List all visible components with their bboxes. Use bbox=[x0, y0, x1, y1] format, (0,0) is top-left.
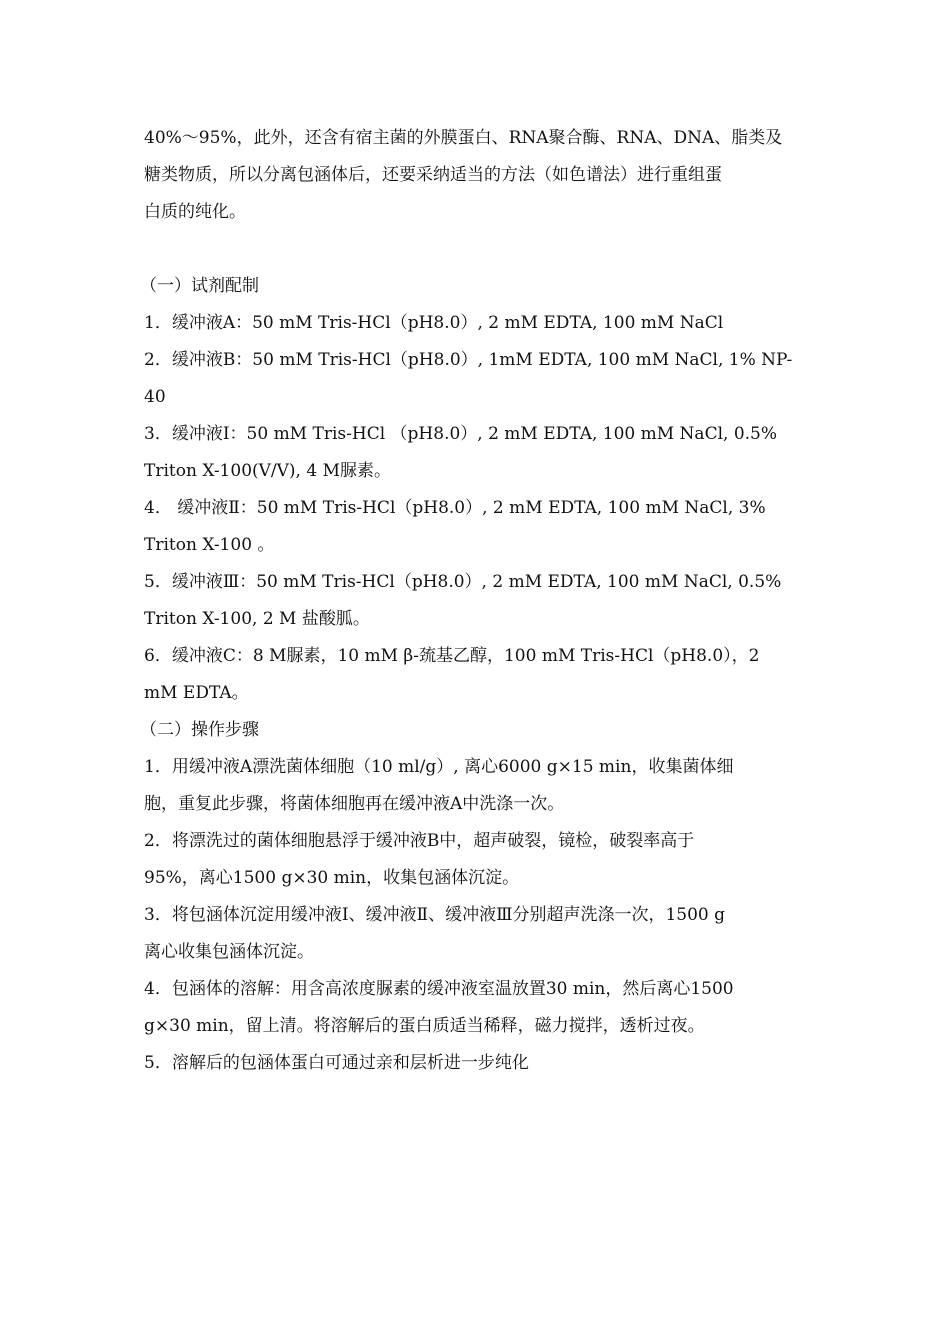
procedure-line: 3．将包涵体沉淀用缓冲液Ⅰ、缓冲液Ⅱ、缓冲液Ⅲ分别超声洗涤一次，1500 g bbox=[144, 905, 726, 925]
reagent-line: Triton X-100(V/V), 4 M脲素。 bbox=[144, 461, 391, 481]
reagent-line: 1．缓冲液A：50 mM Tris-HCl（pH8.0）, 2 mM EDTA, 100 mM NaCl bbox=[144, 313, 724, 333]
reagent-line: 6．缓冲液C：8 M脲素，10 mM β-巯基乙醇，100 mM Tris-HCl（pH8.0），2 bbox=[144, 646, 760, 666]
reagent-line: Triton X-100, 2 M 盐酸胍。 bbox=[144, 609, 370, 629]
reagent-line: 40 bbox=[144, 387, 166, 407]
procedure-line: 离心收集包涵体沉淀。 bbox=[144, 942, 314, 962]
intro-line: 白质的纯化。 bbox=[144, 202, 246, 222]
section-heading-procedure: （二）操作步骤 bbox=[140, 720, 259, 740]
reagent-line: 5．缓冲液Ⅲ：50 mM Tris-HCl（pH8.0）, 2 mM EDTA, 100 mM NaCl, 0.5% bbox=[144, 572, 782, 592]
reagent-line: 4． 缓冲液Ⅱ：50 mM Tris-HCl（pH8.0）, 2 mM EDTA, 100 mM NaCl, 3% bbox=[144, 498, 766, 518]
reagent-line: Triton X-100 。 bbox=[144, 535, 275, 555]
reagent-line: mM EDTA。 bbox=[144, 683, 249, 703]
document-body bbox=[140, 120, 808, 1082]
reagent-line: 3．缓冲液Ⅰ：50 mM Tris-HCl （pH8.0）, 2 mM EDTA, 100 mM NaCl, 0.5% bbox=[144, 424, 778, 444]
intro-line: 40%～95%，此外，还含有宿主菌的外膜蛋白、RNA聚合酶、RNA、DNA、脂类及 bbox=[144, 128, 783, 148]
procedure-line: 胞，重复此步骤，将菌体细胞再在缓冲液A中洗涤一次。 bbox=[144, 794, 565, 814]
section-heading-reagents: （一）试剂配制 bbox=[140, 276, 259, 296]
paragraph-spacer bbox=[144, 231, 808, 268]
procedure-line: 4．包涵体的溶解：用含高浓度脲素的缓冲液室温放置30 min，然后离心1500 bbox=[144, 979, 734, 999]
intro-line: 糖类物质，所以分离包涵体后，还要采纳适当的方法（如色谱法）进行重组蛋 bbox=[144, 165, 722, 185]
procedure-line: 1．用缓冲液A漂洗菌体细胞（10 ml/g）, 离心6000 g×15 min，收集菌体细 bbox=[144, 757, 734, 777]
procedure-line: 95%，离心1500 g×30 min，收集包涵体沉淀。 bbox=[144, 868, 520, 888]
procedure-line: 2．将漂洗过的菌体细胞悬浮于缓冲液B中，超声破裂，镜检，破裂率高于 bbox=[144, 831, 695, 851]
procedure-line: 5．溶解后的包涵体蛋白可通过亲和层析进一步纯化 bbox=[144, 1053, 529, 1073]
procedure-line: g×30 min，留上清。将溶解后的蛋白质适当稀释，磁力搅拌，透析过夜。 bbox=[144, 1016, 705, 1036]
reagent-line: 2．缓冲液B：50 mM Tris-HCl（pH8.0）, 1mM EDTA, 100 mM NaCl, 1% NP- bbox=[144, 350, 793, 370]
